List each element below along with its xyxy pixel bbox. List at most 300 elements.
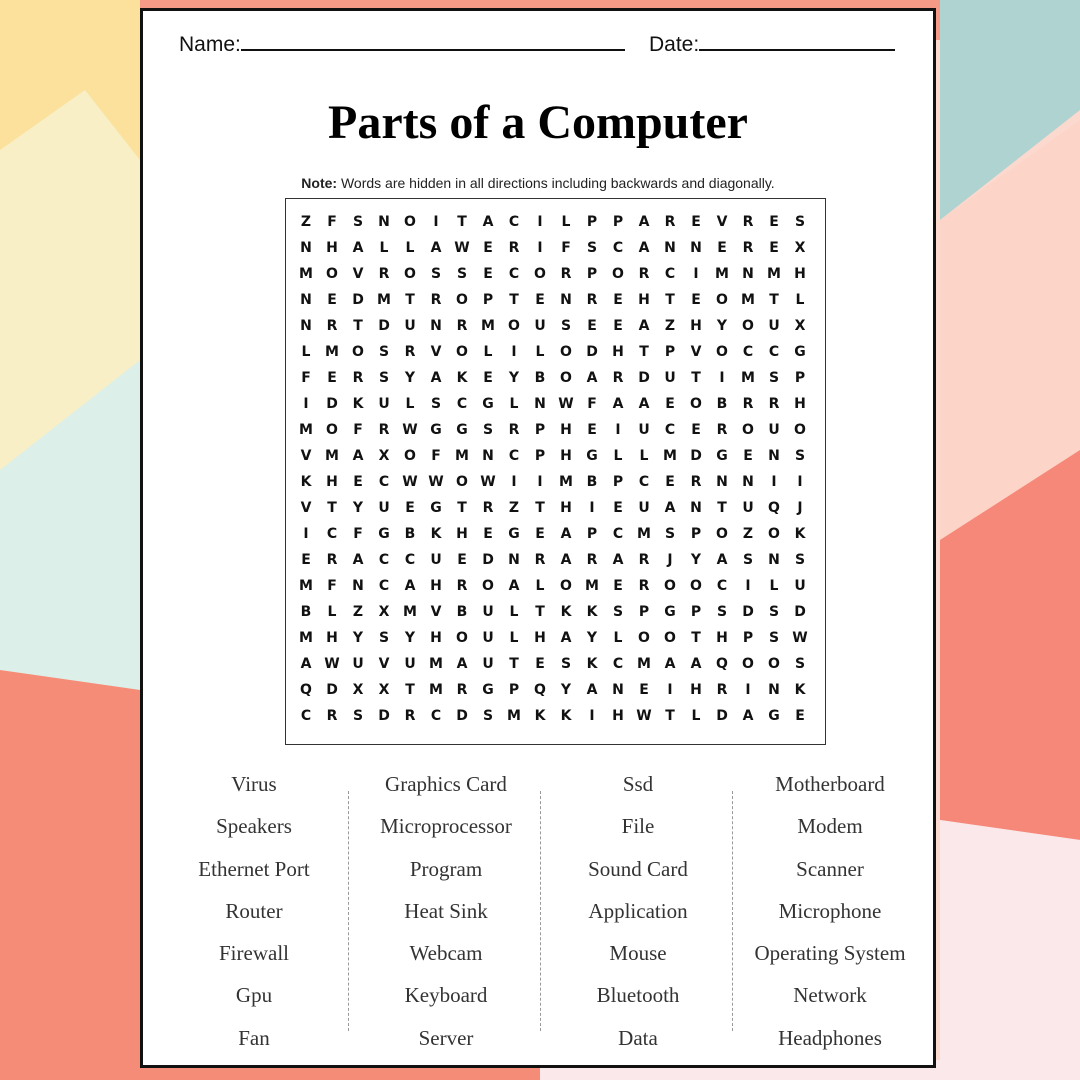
grid-letter[interactable]: K	[534, 708, 546, 724]
grid-letter[interactable]: C	[378, 552, 390, 568]
grid-letter[interactable]: A	[716, 552, 728, 568]
grid-letter[interactable]: H	[560, 422, 572, 438]
grid-letter[interactable]: P	[690, 526, 702, 542]
grid-letter[interactable]: X	[352, 682, 364, 698]
grid-letter[interactable]: N	[560, 292, 572, 308]
grid-letter[interactable]: O	[326, 422, 338, 438]
grid-letter[interactable]: N	[352, 578, 364, 594]
grid-letter[interactable]: A	[664, 500, 676, 516]
grid-letter[interactable]: P	[794, 370, 806, 386]
grid-letter[interactable]: R	[560, 266, 572, 282]
grid-letter[interactable]: V	[716, 214, 728, 230]
grid-letter[interactable]: Q	[300, 682, 312, 698]
grid-letter[interactable]: E	[639, 682, 649, 698]
grid-letter[interactable]: R	[482, 500, 494, 516]
grid-letter[interactable]: S	[456, 266, 468, 282]
grid-letter[interactable]: W	[636, 708, 652, 724]
grid-letter[interactable]: R	[638, 266, 650, 282]
grid-letter[interactable]: N	[742, 474, 754, 490]
grid-letter[interactable]: R	[638, 552, 650, 568]
grid-letter[interactable]: E	[353, 474, 363, 490]
grid-letter[interactable]: T	[769, 292, 779, 308]
grid-letter[interactable]: S	[482, 422, 494, 438]
grid-letter[interactable]: I	[615, 422, 621, 438]
grid-letter[interactable]: U	[794, 578, 806, 594]
grid-letter[interactable]: R	[404, 708, 416, 724]
grid-letter[interactable]: C	[430, 708, 442, 724]
grid-letter[interactable]: N	[534, 396, 546, 412]
grid-letter[interactable]: N	[508, 552, 520, 568]
grid-letter[interactable]: A	[560, 630, 572, 646]
grid-letter[interactable]: S	[742, 552, 754, 568]
grid-letter[interactable]: A	[430, 370, 442, 386]
grid-letter[interactable]: E	[483, 526, 493, 542]
grid-letter[interactable]: O	[456, 630, 468, 646]
grid-letter[interactable]: S	[378, 370, 390, 386]
grid-letter[interactable]: T	[639, 344, 649, 360]
grid-letter[interactable]: A	[586, 682, 598, 698]
grid-letter[interactable]: E	[483, 240, 493, 256]
grid-letter[interactable]: L	[509, 396, 519, 412]
grid-letter[interactable]: M	[299, 422, 313, 438]
grid-letter[interactable]: D	[716, 708, 728, 724]
grid-letter[interactable]: M	[299, 630, 313, 646]
date-field[interactable]	[649, 31, 895, 57]
grid-letter[interactable]: P	[638, 604, 650, 620]
grid-letter[interactable]: O	[638, 630, 650, 646]
grid-letter[interactable]: K	[300, 474, 312, 490]
grid-letter[interactable]: T	[405, 682, 415, 698]
grid-letter[interactable]: C	[508, 266, 520, 282]
grid-letter[interactable]: E	[301, 552, 311, 568]
grid-letter[interactable]: E	[769, 214, 779, 230]
grid-letter[interactable]: O	[326, 266, 338, 282]
grid-letter[interactable]: L	[795, 292, 805, 308]
grid-letter[interactable]: E	[587, 422, 597, 438]
grid-letter[interactable]: D	[638, 370, 650, 386]
grid-letter[interactable]: A	[404, 578, 416, 594]
grid-letter[interactable]: U	[482, 604, 494, 620]
grid-letter[interactable]: L	[509, 630, 519, 646]
grid-letter[interactable]: H	[430, 578, 442, 594]
grid-letter[interactable]: I	[511, 344, 517, 360]
grid-letter[interactable]: H	[794, 266, 806, 282]
grid-letter[interactable]: O	[716, 292, 728, 308]
grid-letter[interactable]: A	[612, 396, 624, 412]
grid-letter[interactable]: G	[482, 396, 494, 412]
grid-letter[interactable]: U	[664, 370, 676, 386]
grid-letter[interactable]: K	[560, 604, 572, 620]
grid-letter[interactable]: O	[716, 526, 728, 542]
grid-letter[interactable]: E	[535, 526, 545, 542]
grid-letter[interactable]: I	[693, 266, 699, 282]
grid-letter[interactable]: O	[352, 344, 364, 360]
grid-letter[interactable]: R	[404, 344, 416, 360]
grid-letter[interactable]: E	[457, 552, 467, 568]
grid-letter[interactable]: N	[716, 474, 728, 490]
grid-letter[interactable]: U	[482, 656, 494, 672]
grid-letter[interactable]: E	[327, 370, 337, 386]
grid-letter[interactable]: F	[431, 448, 441, 464]
grid-letter[interactable]: M	[429, 656, 443, 672]
grid-letter[interactable]: M	[455, 448, 469, 464]
grid-letter[interactable]: T	[535, 500, 545, 516]
grid-letter[interactable]: O	[404, 266, 416, 282]
grid-letter[interactable]: R	[326, 552, 338, 568]
grid-letter[interactable]: D	[794, 604, 806, 620]
grid-letter[interactable]: A	[352, 552, 364, 568]
grid-letter[interactable]: O	[690, 396, 702, 412]
grid-letter[interactable]: R	[508, 240, 520, 256]
grid-letter[interactable]: N	[768, 552, 780, 568]
grid-letter[interactable]: E	[613, 292, 623, 308]
grid-letter[interactable]: B	[716, 396, 728, 412]
grid-letter[interactable]: A	[638, 318, 650, 334]
grid-letter[interactable]: T	[665, 708, 675, 724]
grid-letter[interactable]: V	[300, 448, 312, 464]
grid-letter[interactable]: O	[612, 266, 624, 282]
grid-letter[interactable]: O	[404, 448, 416, 464]
grid-letter[interactable]: O	[664, 578, 676, 594]
grid-letter[interactable]: W	[558, 396, 574, 412]
grid-letter[interactable]: A	[586, 370, 598, 386]
grid-letter[interactable]: L	[535, 578, 545, 594]
grid-letter[interactable]: R	[612, 370, 624, 386]
grid-letter[interactable]: Z	[300, 214, 312, 230]
grid-letter[interactable]: V	[430, 344, 442, 360]
grid-letter[interactable]: M	[403, 604, 417, 620]
grid-letter[interactable]: L	[509, 604, 519, 620]
grid-letter[interactable]: R	[352, 370, 364, 386]
grid-letter[interactable]: O	[560, 578, 572, 594]
grid-letter[interactable]: G	[482, 682, 494, 698]
grid-letter[interactable]: M	[585, 578, 599, 594]
grid-letter[interactable]: U	[482, 630, 494, 646]
name-line[interactable]	[241, 31, 625, 51]
grid-letter[interactable]: A	[456, 656, 468, 672]
grid-letter[interactable]: W	[324, 656, 340, 672]
grid-letter[interactable]: W	[480, 474, 496, 490]
grid-letter[interactable]: E	[665, 396, 675, 412]
grid-letter[interactable]: H	[794, 396, 806, 412]
name-field[interactable]	[179, 31, 625, 57]
grid-letter[interactable]: R	[664, 214, 676, 230]
grid-letter[interactable]: A	[612, 552, 624, 568]
grid-letter[interactable]: C	[456, 396, 468, 412]
grid-letter[interactable]: Y	[404, 630, 416, 646]
grid-letter[interactable]: O	[742, 318, 754, 334]
grid-letter[interactable]: D	[482, 552, 494, 568]
grid-letter[interactable]: M	[741, 292, 755, 308]
grid-letter[interactable]: R	[534, 552, 546, 568]
grid-letter[interactable]: S	[430, 396, 442, 412]
grid-letter[interactable]: R	[326, 318, 338, 334]
grid-letter[interactable]: U	[742, 500, 754, 516]
grid-letter[interactable]: T	[665, 292, 675, 308]
grid-letter[interactable]: Y	[716, 318, 728, 334]
grid-letter[interactable]: E	[795, 708, 805, 724]
grid-letter[interactable]: O	[404, 214, 416, 230]
grid-letter[interactable]: R	[586, 552, 598, 568]
grid-letter[interactable]: R	[586, 292, 598, 308]
grid-letter[interactable]: O	[456, 474, 468, 490]
grid-letter[interactable]: S	[794, 552, 806, 568]
grid-letter[interactable]: E	[717, 240, 727, 256]
grid-letter[interactable]: L	[327, 604, 337, 620]
grid-letter[interactable]: R	[378, 422, 390, 438]
grid-letter[interactable]: R	[456, 682, 468, 698]
grid-letter[interactable]: U	[534, 318, 546, 334]
grid-letter[interactable]: O	[742, 656, 754, 672]
grid-letter[interactable]: P	[482, 292, 494, 308]
grid-letter[interactable]: C	[404, 552, 416, 568]
grid-letter[interactable]: U	[404, 656, 416, 672]
grid-letter[interactable]: O	[794, 422, 806, 438]
grid-letter[interactable]: R	[768, 396, 780, 412]
grid-letter[interactable]: I	[589, 500, 595, 516]
grid-letter[interactable]: S	[586, 240, 598, 256]
grid-letter[interactable]: C	[768, 344, 780, 360]
grid-letter[interactable]: H	[690, 318, 702, 334]
grid-letter[interactable]: L	[561, 214, 571, 230]
grid-letter[interactable]: P	[586, 526, 598, 542]
grid-letter[interactable]: T	[691, 630, 701, 646]
grid-letter[interactable]: P	[612, 474, 624, 490]
grid-letter[interactable]: L	[691, 708, 701, 724]
grid-letter[interactable]: G	[508, 526, 520, 542]
grid-letter[interactable]: M	[507, 708, 521, 724]
grid-letter[interactable]: I	[589, 708, 595, 724]
grid-letter[interactable]: F	[327, 214, 337, 230]
grid-letter[interactable]: M	[767, 266, 781, 282]
grid-letter[interactable]: S	[768, 370, 780, 386]
grid-letter[interactable]: X	[378, 682, 390, 698]
grid-letter[interactable]: K	[430, 526, 442, 542]
grid-letter[interactable]: T	[691, 370, 701, 386]
grid-letter[interactable]: E	[613, 318, 623, 334]
grid-letter[interactable]: M	[559, 474, 573, 490]
grid-letter[interactable]: V	[690, 344, 702, 360]
grid-letter[interactable]: O	[742, 422, 754, 438]
grid-letter[interactable]: H	[560, 500, 572, 516]
grid-letter[interactable]: D	[742, 604, 754, 620]
grid-letter[interactable]: L	[639, 448, 649, 464]
grid-letter[interactable]: A	[430, 240, 442, 256]
grid-letter[interactable]: D	[378, 318, 390, 334]
date-line[interactable]	[699, 31, 895, 51]
grid-letter[interactable]: D	[326, 396, 338, 412]
grid-letter[interactable]: A	[638, 396, 650, 412]
grid-letter[interactable]: E	[535, 656, 545, 672]
grid-letter[interactable]: H	[716, 630, 728, 646]
grid-letter[interactable]: U	[378, 500, 390, 516]
grid-letter[interactable]: U	[352, 656, 364, 672]
grid-letter[interactable]: Q	[534, 682, 546, 698]
grid-letter[interactable]: C	[378, 474, 390, 490]
grid-letter[interactable]: P	[508, 682, 520, 698]
grid-letter[interactable]: G	[768, 708, 780, 724]
grid-letter[interactable]: T	[353, 318, 363, 334]
grid-letter[interactable]: C	[612, 656, 624, 672]
grid-letter[interactable]: S	[768, 630, 780, 646]
grid-letter[interactable]: E	[613, 500, 623, 516]
grid-letter[interactable]: O	[534, 266, 546, 282]
grid-letter[interactable]: K	[794, 682, 806, 698]
grid-letter[interactable]: H	[612, 708, 624, 724]
grid-letter[interactable]: P	[534, 448, 546, 464]
grid-letter[interactable]: B	[404, 526, 416, 542]
grid-letter[interactable]: L	[769, 578, 779, 594]
grid-letter[interactable]: E	[587, 318, 597, 334]
grid-letter[interactable]: E	[691, 214, 701, 230]
grid-letter[interactable]: D	[456, 708, 468, 724]
grid-letter[interactable]: S	[560, 318, 572, 334]
grid-letter[interactable]: R	[326, 708, 338, 724]
grid-letter[interactable]: U	[768, 422, 780, 438]
grid-letter[interactable]: I	[537, 474, 543, 490]
grid-letter[interactable]: F	[327, 578, 337, 594]
grid-letter[interactable]: S	[378, 630, 390, 646]
grid-letter[interactable]: G	[794, 344, 806, 360]
grid-letter[interactable]: H	[612, 344, 624, 360]
grid-letter[interactable]: R	[456, 578, 468, 594]
grid-letter[interactable]: U	[430, 552, 442, 568]
grid-letter[interactable]: N	[690, 500, 702, 516]
grid-letter[interactable]: P	[612, 214, 624, 230]
grid-letter[interactable]: U	[638, 422, 650, 438]
grid-letter[interactable]: B	[534, 370, 546, 386]
grid-letter[interactable]: F	[587, 396, 597, 412]
grid-letter[interactable]: S	[794, 448, 806, 464]
grid-letter[interactable]: H	[560, 448, 572, 464]
grid-letter[interactable]: A	[352, 240, 364, 256]
grid-letter[interactable]: U	[638, 500, 650, 516]
grid-letter[interactable]: P	[664, 344, 676, 360]
grid-letter[interactable]: L	[405, 396, 415, 412]
grid-letter[interactable]: C	[508, 448, 520, 464]
grid-letter[interactable]: S	[664, 526, 676, 542]
grid-letter[interactable]: C	[664, 422, 676, 438]
grid-letter[interactable]: H	[326, 630, 338, 646]
grid-letter[interactable]: N	[742, 266, 754, 282]
grid-letter[interactable]: O	[768, 526, 780, 542]
grid-letter[interactable]: M	[325, 448, 339, 464]
grid-letter[interactable]: R	[690, 474, 702, 490]
grid-letter[interactable]: S	[794, 214, 806, 230]
grid-letter[interactable]: I	[771, 474, 777, 490]
grid-letter[interactable]: H	[534, 630, 546, 646]
grid-letter[interactable]: E	[483, 266, 493, 282]
grid-letter[interactable]: S	[430, 266, 442, 282]
grid-letter[interactable]: A	[638, 214, 650, 230]
grid-letter[interactable]: I	[745, 682, 751, 698]
grid-letter[interactable]: S	[612, 604, 624, 620]
grid-letter[interactable]: I	[537, 240, 543, 256]
grid-letter[interactable]: M	[715, 266, 729, 282]
grid-letter[interactable]: T	[509, 292, 519, 308]
grid-letter[interactable]: E	[613, 578, 623, 594]
grid-letter[interactable]: A	[482, 214, 494, 230]
grid-letter[interactable]: H	[638, 292, 650, 308]
grid-letter[interactable]: Q	[716, 656, 728, 672]
grid-letter[interactable]: U	[378, 396, 390, 412]
grid-letter[interactable]: D	[586, 344, 598, 360]
grid-letter[interactable]: C	[612, 526, 624, 542]
grid-letter[interactable]: D	[378, 708, 390, 724]
grid-letter[interactable]: B	[586, 474, 598, 490]
grid-letter[interactable]: P	[586, 214, 598, 230]
grid-letter[interactable]: N	[664, 240, 676, 256]
grid-letter[interactable]: A	[560, 552, 572, 568]
grid-letter[interactable]: A	[638, 240, 650, 256]
grid-letter[interactable]: G	[716, 448, 728, 464]
grid-letter[interactable]: F	[301, 370, 311, 386]
grid-letter[interactable]: H	[326, 474, 338, 490]
grid-letter[interactable]: M	[481, 318, 495, 334]
grid-letter[interactable]: F	[353, 422, 363, 438]
grid-letter[interactable]: W	[402, 422, 418, 438]
grid-letter[interactable]: G	[456, 422, 468, 438]
grid-letter[interactable]: M	[377, 292, 391, 308]
grid-letter[interactable]: U	[404, 318, 416, 334]
grid-letter[interactable]: D	[352, 292, 364, 308]
grid-letter[interactable]: T	[509, 656, 519, 672]
grid-letter[interactable]: C	[326, 526, 338, 542]
grid-letter[interactable]: O	[456, 344, 468, 360]
grid-letter[interactable]: P	[534, 422, 546, 438]
grid-letter[interactable]: U	[768, 318, 780, 334]
grid-letter[interactable]: G	[378, 526, 390, 542]
grid-letter[interactable]: L	[483, 344, 493, 360]
grid-letter[interactable]: K	[352, 396, 364, 412]
grid-letter[interactable]: S	[352, 708, 364, 724]
grid-letter[interactable]: L	[613, 630, 623, 646]
grid-letter[interactable]: K	[586, 604, 598, 620]
grid-letter[interactable]: W	[454, 240, 470, 256]
grid-letter[interactable]: E	[535, 292, 545, 308]
grid-letter[interactable]: Q	[768, 500, 780, 516]
grid-letter[interactable]: N	[768, 682, 780, 698]
grid-letter[interactable]: M	[637, 656, 651, 672]
grid-letter[interactable]: S	[768, 604, 780, 620]
grid-letter[interactable]: R	[742, 396, 754, 412]
grid-letter[interactable]: O	[560, 370, 572, 386]
grid-letter[interactable]: A	[664, 656, 676, 672]
grid-letter[interactable]: K	[560, 708, 572, 724]
grid-letter[interactable]: I	[511, 474, 517, 490]
grid-letter[interactable]: G	[430, 422, 442, 438]
grid-letter[interactable]: N	[300, 240, 312, 256]
grid-letter[interactable]: I	[745, 578, 751, 594]
grid-letter[interactable]: M	[299, 266, 313, 282]
grid-letter[interactable]: L	[535, 344, 545, 360]
grid-letter[interactable]: D	[326, 682, 338, 698]
grid-letter[interactable]: S	[716, 604, 728, 620]
grid-letter[interactable]: T	[405, 292, 415, 308]
grid-letter[interactable]: I	[719, 370, 725, 386]
grid-letter[interactable]: O	[716, 344, 728, 360]
grid-letter[interactable]: V	[352, 266, 364, 282]
grid-letter[interactable]: H	[456, 526, 468, 542]
grid-letter[interactable]: Y	[508, 370, 520, 386]
grid-letter[interactable]: R	[508, 422, 520, 438]
grid-letter[interactable]: O	[456, 292, 468, 308]
grid-letter[interactable]: R	[456, 318, 468, 334]
grid-letter[interactable]: Y	[352, 630, 364, 646]
grid-letter[interactable]: S	[352, 214, 364, 230]
grid-letter[interactable]: H	[430, 630, 442, 646]
grid-letter[interactable]: W	[428, 474, 444, 490]
